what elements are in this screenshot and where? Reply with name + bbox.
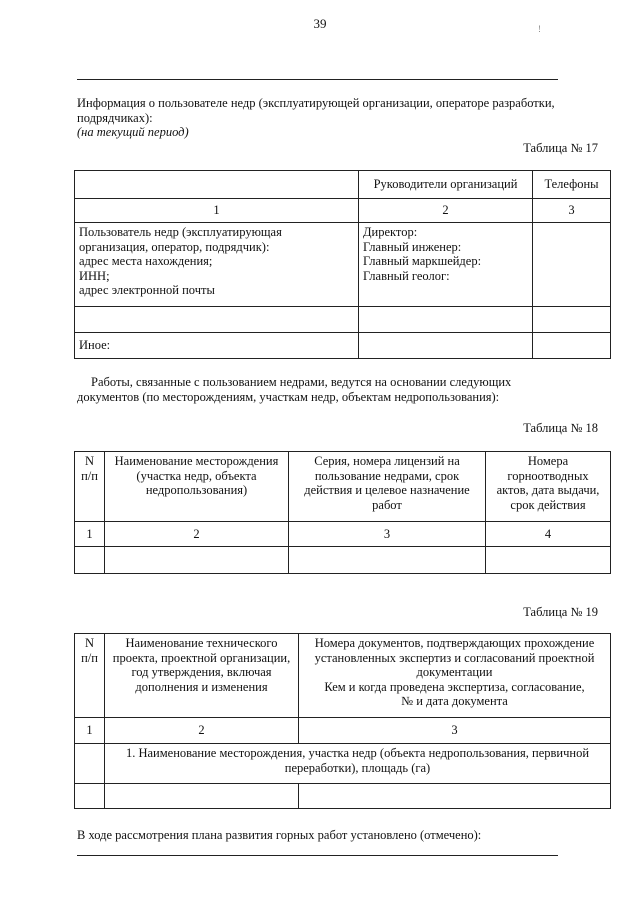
table19-empty-cell [75, 744, 105, 784]
table18-empty-cell [105, 547, 289, 574]
header-line: дополнения и изменения [135, 679, 268, 694]
table18-caption: Таблица № 18 [523, 421, 598, 435]
table19-section-row [105, 744, 611, 784]
table19-empty-cell [299, 784, 611, 809]
header-line: п/п [81, 650, 98, 665]
para1-line-1-text: Работы, связанные с пользованием недрами, ведутся на основании следующих [91, 375, 512, 389]
header-line: Наименование технического [125, 636, 278, 650]
table-19 [74, 633, 611, 809]
table18-col-number: 4 [486, 522, 611, 547]
table17-empty-cell [359, 307, 533, 333]
table18-empty-cell [486, 547, 611, 574]
info-line-2: подрядчиках): [77, 110, 153, 125]
header-line: Серия, номера лицензий на [314, 454, 460, 468]
cell-line: Главный инженер: [363, 239, 462, 254]
table19-col-number: 3 [299, 718, 611, 744]
header-line: Кем и когда проведена экспертиза, согласование, [324, 679, 585, 694]
table17-col-number: 1 [75, 199, 359, 223]
header-line: Номера [527, 454, 569, 468]
table19-col-number: 1 [75, 718, 105, 744]
table17-col-number: 3 [533, 199, 611, 223]
table17-user-cell [75, 223, 359, 307]
corner-mark: ! [538, 24, 541, 34]
header-line: установленных экспертиз и согласований проектной [314, 650, 595, 665]
bottom-rule [77, 855, 558, 856]
table19-header-expertise [299, 634, 611, 718]
header-line: действия и целевое назначение [304, 483, 470, 497]
table18-header-acts [486, 452, 611, 522]
table19-caption: Таблица № 19 [523, 605, 598, 619]
paragraph-documents [77, 375, 598, 405]
table-18 [74, 451, 611, 574]
table18-header-license [289, 452, 486, 522]
table17-phones-cell [533, 223, 611, 307]
table17-leaders-cell [359, 223, 533, 307]
table17-caption: Таблица № 17 [523, 141, 598, 155]
table18-header-deposit [105, 452, 289, 522]
header-line: N [84, 636, 95, 650]
table17-empty-cell [533, 307, 611, 333]
info-block [77, 96, 598, 140]
header-line: Номера документов, подтверждающих прохождение [314, 636, 595, 650]
para1-line-1 [77, 375, 598, 390]
header-line: недропользования) [145, 483, 248, 497]
cell-line: Пользователь недр (эксплуатирующая [79, 225, 282, 239]
table17-empty-cell [533, 333, 611, 359]
header-line: актов, дата выдачи, [496, 483, 600, 497]
table19-header-project [105, 634, 299, 718]
table18-empty-cell [75, 547, 105, 574]
table17-other-label: Иное: [75, 333, 359, 359]
table18-col-number: 2 [105, 522, 289, 547]
table17-empty-cell [359, 333, 533, 359]
header-line: проекта, проектной организации, [112, 650, 291, 665]
table-17 [74, 170, 611, 359]
header-line: работ [372, 497, 402, 512]
table18-col-number: 3 [289, 522, 486, 547]
header-line: год утверждения, включая [131, 665, 272, 679]
table18-header-number [75, 452, 105, 522]
header-line: Наименование месторождения [114, 454, 279, 468]
cell-line: организация, оператор, подрядчик): [79, 239, 270, 254]
table19-header-number [75, 634, 105, 718]
table17-header-empty [75, 171, 359, 199]
header-line: N [84, 454, 95, 468]
table19-col-number: 2 [105, 718, 299, 744]
table17-col-number: 2 [359, 199, 533, 223]
table19-empty-cell [75, 784, 105, 809]
table17-header-leaders: Руководители организаций [359, 171, 533, 199]
paragraph-findings: В ходе рассмотрения плана развития горных работ установлено (отмечено): [77, 828, 482, 842]
table17-empty-cell [75, 307, 359, 333]
table18-col-number: 1 [75, 522, 105, 547]
cell-line: Главный геолог: [363, 268, 450, 283]
table17-header-phones: Телефоны [533, 171, 611, 199]
header-line: (участка недр, объекта [136, 468, 257, 483]
table18-empty-cell [289, 547, 486, 574]
section-line: переработки), площадь (га) [284, 760, 431, 775]
header-line: пользование недрами, срок [314, 468, 460, 483]
info-subtitle: (на текущий период) [77, 125, 189, 139]
header-line: горноотводных [507, 468, 589, 483]
top-rule [77, 79, 558, 80]
table19-empty-cell [105, 784, 299, 809]
para1-line-2: документов (по месторождениям, участкам недр, объектам недропользования): [77, 390, 500, 404]
cell-line: адрес места нахождения; [79, 254, 213, 268]
header-line: документации [416, 665, 493, 679]
info-line-1: Информация о пользователе недр (эксплуатирующей организации, операторе разработки, [77, 96, 555, 110]
cell-line: Главный маркшейдер: [363, 254, 482, 268]
header-line: п/п [81, 468, 98, 483]
header-line: № и дата документа [401, 694, 508, 708]
header-line: срок действия [510, 497, 586, 512]
cell-line: Директор: [363, 225, 418, 239]
cell-line: ИНН; [79, 268, 110, 283]
cell-line: адрес электронной почты [79, 283, 215, 297]
section-line: 1. Наименование месторождения, участка недр (объекта недропользования, первичной [125, 746, 590, 760]
page-number: 39 [313, 16, 327, 31]
